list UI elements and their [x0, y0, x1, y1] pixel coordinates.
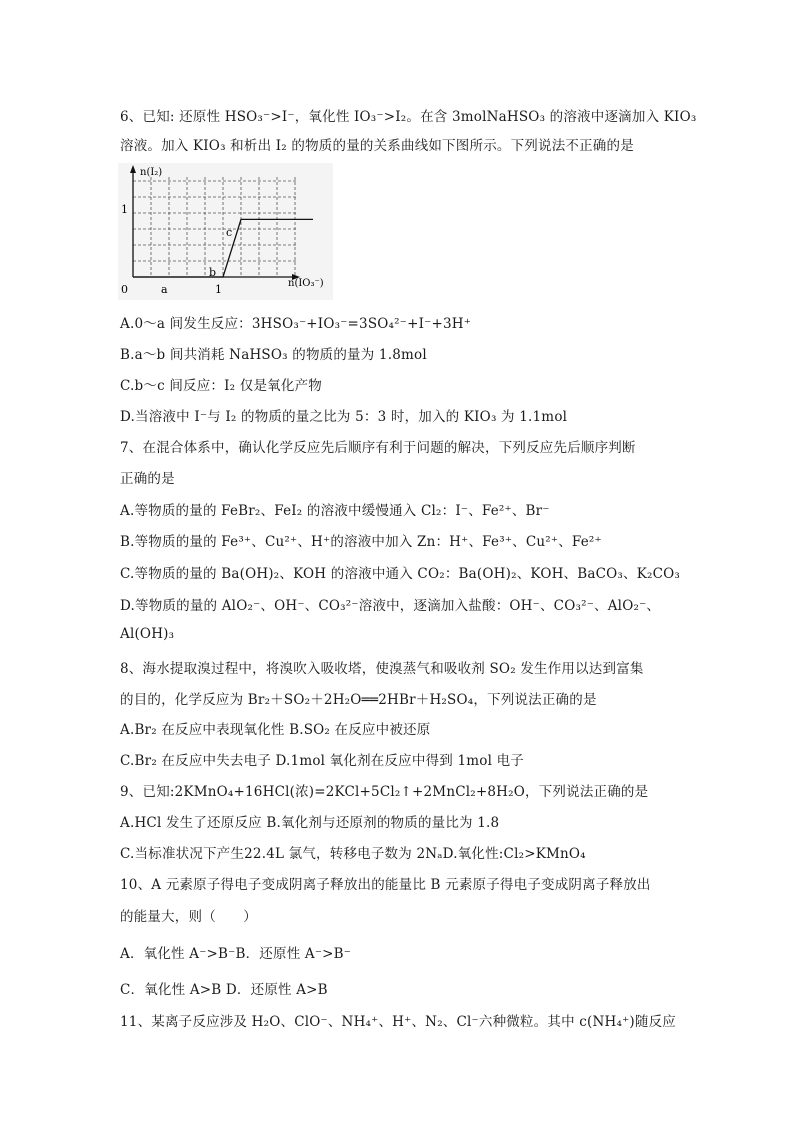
q7-option-d-line1: D.等物质的量的 AlO₂⁻、OH⁻、CO₃²⁻溶液中，逐滴加入盐酸：OH⁻、CO₃²⁻、AlO₂⁻、 [120, 598, 661, 614]
point-b-label: b [209, 266, 217, 279]
y-axis-label: n(I₂) [140, 167, 163, 178]
q7-option-b: B.等物质的量的 Fe³⁺、Cu²⁺、H⁺的溶液中加入 Zn：H⁺、Fe³⁺、Cu²⁺、Fe²⁺ [120, 534, 602, 550]
q6-option-d: D.当溶液中 I⁻与 I₂ 的物质的量之比为 5：3 时，加入的 KIO₃ 为 1.1mol [120, 409, 568, 425]
x-axis-label: n(IO₃⁻) [288, 278, 324, 289]
q8-stem-line2: 的目的，化学反应为 Br₂＋SO₂＋2H₂O══2HBr＋H₂SO₄，下列说法正确的是 [120, 692, 597, 708]
q11-stem-line1: 11、某离子反应涉及 H₂O、ClO⁻、NH₄⁺、H⁺、N₂、Cl⁻六种微粒。其中 c(NH₄⁺)随反应 [120, 1014, 676, 1030]
q6-stem-line2: 溶液。加入 KIO₃ 和析出 I₂ 的物质的量的关系曲线如下图所示。下列说法不正确的是 [120, 138, 634, 154]
q10-options-ab: A．氧化性 A⁻>B⁻B．还原性 A⁻>B⁻ [120, 946, 352, 962]
q7-option-c: C.等物质的量的 Ba(OH)₂、KOH 的溶液中通入 CO₂：Ba(OH)₂、KOH、BaCO₃、K₂CO₃ [120, 566, 681, 582]
q7-stem-line2: 正确的是 [120, 471, 175, 487]
q6-option-a: A.0～a 间发生反应：3HSO₃⁻+IO₃⁻=3SO₄²⁻+I⁻+3H⁺ [120, 316, 472, 332]
q6-chart-svg [118, 163, 333, 300]
q7-option-a: A.等物质的量的 FeBr₂、FeI₂ 的溶液中缓慢通入 Cl₂：I⁻、Fe²⁺、Br⁻ [120, 503, 550, 519]
q8-options-cd: C.Br₂ 在反应中失去电子 D.1mol 氧化剂在反应中得到 1mol 电子 [120, 753, 524, 769]
q9-options-ab: A.HCl 发生了还原反应 B.氧化剂与还原剂的物质的量比为 1.8 [120, 815, 500, 831]
origin-label: 0 [121, 283, 128, 296]
q6-option-b: B.a～b 间共消耗 NaHSO₃ 的物质的量为 1.8mol [120, 347, 427, 363]
q6-option-c: C.b～c 间反应：I₂ 仅是氧化产物 [120, 378, 322, 394]
q6-stem-line1: 6、已知: 还原性 HSO₃⁻>I⁻，氧化性 IO₃⁻>I₂。在含 3molNaHSO₃ 的溶液中逐滴加入 KIO₃ [120, 109, 697, 125]
q8-stem-line1: 8、海水提取溴过程中，将溴吹入吸收塔，使溴蒸气和吸收剂 SO₂ 发生作用以达到富集 [120, 661, 644, 677]
y-tick-1: 1 [121, 203, 128, 216]
x-tick-1: 1 [215, 283, 222, 296]
q7-option-d-line2: Al(OH)₃ [120, 626, 175, 642]
point-c-label: c [226, 226, 233, 239]
q8-options-ab: A.Br₂ 在反应中表现氧化性 B.SO₂ 在反应中被还原 [120, 722, 431, 738]
q9-options-cd: C.当标准状况下产生22.4L 氯气，转移电子数为 2NₐD.氧化性:Cl₂>KMnO₄ [120, 846, 586, 862]
q10-stem-line2: 的能量大，则（ ） [120, 909, 257, 925]
q6-chart [118, 163, 333, 300]
q10-options-cd: C．氧化性 A>B D．还原性 A>B [120, 982, 328, 998]
q10-stem-line1: 10、A 元素原子得电子变成阴离子释放出的能量比 B 元素原子得电子变成阴离子释放出 [120, 877, 651, 893]
q9-stem-line1: 9、已知:2KMnO₄+16HCl(浓)=2KCl+5Cl₂↑+2MnCl₂+8H₂O，下列说法正确的是 [120, 784, 649, 800]
q7-stem-line1: 7、在混合体系中，确认化学反应先后顺序有利于问题的解决，下列反应先后顺序判断 [120, 440, 636, 456]
x-tick-a: a [161, 283, 168, 296]
